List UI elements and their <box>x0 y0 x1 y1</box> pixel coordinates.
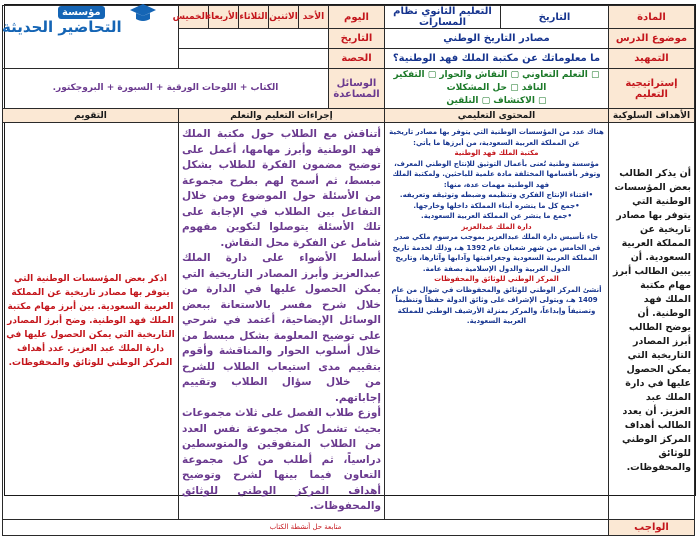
content-text <box>388 127 605 327</box>
content-intro: هناك عدد من المؤسسات الوطنية التي يتوفر بها مصادر تاريخية عن المملكة العربية السعودية، من أبرزها ما يأتي: <box>389 128 604 147</box>
procedure-3: أوزع طلاب الفصل على ثلاث مجموعات بحيث تشمل كل مجموعة نفس العدد من الطلاب المتفوقين والمتوسطين دراسياً، ثم أطلب من كل مجموعة التعاون فيما بينها لشرح وتوضيح أهداف المركز الوطني للوثائق والمحفوظات. <box>181 407 381 512</box>
column-content: المحتوى التعليمي <box>384 109 608 123</box>
procedures-cell <box>178 123 384 520</box>
intro-label: التمهيد <box>609 49 695 69</box>
content-cell <box>384 123 608 520</box>
content-paragraph-3: أنشئ المركز الوطني للوثائق والمحفوظات في شوال من عام 1409 هـ، ويتولى الإشراف على وثائق الدولة حفظاً وتنظيماً وتصنيفاً وإبداعاً، والمركز بمنزلة الأرشيف الوطني للمملكة العربية السعودية. <box>391 285 602 325</box>
column-objectives: الأهداف السلوكية <box>609 109 695 123</box>
period-label: الحصة <box>328 49 384 69</box>
subject-label: المادة <box>609 6 695 29</box>
day-sunday: الأحد <box>298 6 328 29</box>
objectives-cell <box>609 123 695 520</box>
intro-value: ما معلوماتك عن مكتبة الملك فهد الوطنية؟ <box>384 49 608 69</box>
content-paragraph-1: مؤسسة وطنية تُعنى بأعمال التوثيق للإنتاج الوطني المعرف، وتوفر بأقسامها المختلفة مادة علمية للباحثين. ولمكتبة الملك فهد الوطنية مهمات عدة، منها: <box>392 159 601 189</box>
content-bullet-2: •جمع كل ما ينشره أبناء المملكة داخلها وخارجها. <box>413 201 580 210</box>
strategy-line-1: ▢ التعلم التعاوني ▢ النقاش والحوار ▢ التفكير الناقد ▢ حل المشكلات <box>393 70 600 93</box>
strategy-label: إستراتيجية التعليم <box>609 69 695 109</box>
lesson-plan-page <box>4 4 696 533</box>
cap-icon <box>128 2 158 24</box>
evaluation-text: اذكر بعض المؤسسات الوطنية التي يتوفر بها مصادر تاريخية عن المملكة العربية السعودية. بين أبرز مهام مكتبة الملك فهد الوطنية. وضح أبرز المصادر التاريخية التي يمكن الحصول عليها في دارة الملك عبد العزيز. عدد أهداف المركز الوطني للوثائق والمحفوظات. <box>6 273 175 368</box>
day-thursday: الخميس <box>178 6 208 29</box>
lesson-label: موضوع الدرس <box>609 29 695 49</box>
day-monday: الاثنين <box>268 6 298 29</box>
tools-label: الوسائل المساعدة <box>328 69 384 109</box>
watermark-top-text: مؤسسة <box>58 6 105 19</box>
content-bullet-1: •اقتناء الإنتاج الفكري وتنظيمه وضبطه وتوثيقه وتعريفه. <box>399 191 594 199</box>
procedure-1: أتناقش مع الطلاب حول مكتبة الملك فهد الوطنية وأبرز مهامها، أعمل على توضيح مضمون الفكرة للطلاب بشكل مبسط، ثم أسمح لهم بطرح مجموعة من الأسئلة حول الموضوع ومن خلال التفاعل بين الطلاب في الإجابة على تلك الأسئلة يتوصلوا لتكوين مفهوم شامل عن الفكرة محل النقاش. <box>181 128 381 249</box>
date-label: التاريخ <box>328 29 384 49</box>
subject-value: التاريخ <box>501 6 609 29</box>
day-label: اليوم <box>328 6 384 29</box>
watermark-main-text: التحاضير الحديثة <box>2 18 122 36</box>
system-value: التعليم الثانوي نظام المسارات <box>384 6 500 29</box>
homework-label: الواجب <box>609 519 695 535</box>
strategy-line-2: ▢ الاكتشاف ▢ التلقين <box>446 96 547 106</box>
objectives-text: أن يذكر الطالب بعض المؤسسات الوطنية التي يتوفر بها مصادر تاريخية عن المملكة العربية السعودية. أن يبين الطالب أبرز مهام مكتبة الملك فهد الوطنية. أن يوضح الطالب أبرز المصادر التاريخية التي يمكن الحصول عليها في دارة الملك عبد العزيز. أن يعدد الطالب أهداف المركز الوطني للوثائق والمحفوظات. <box>613 167 691 473</box>
content-bullet-3: •جمع ما ينشر عن المملكة العربية السعودية. <box>421 212 572 220</box>
day-wednesday: الأربعاء <box>208 6 238 29</box>
lesson-plan-table <box>2 5 695 536</box>
date-value <box>178 29 328 49</box>
homework-value: متابعة حل أنشطة الكتاب <box>2 519 608 535</box>
strategy-options <box>384 69 608 109</box>
evaluation-cell <box>2 123 178 520</box>
period-value <box>178 49 328 69</box>
content-heading-1: مكتبة الملك فهد الوطنية <box>454 149 539 157</box>
procedures-text <box>182 127 381 515</box>
watermark-logo <box>0 0 160 40</box>
lesson-value: مصادر التاريخ الوطني <box>384 29 608 49</box>
content-heading-3: المركز الوطني للوثائق والمحفوظات <box>434 275 559 283</box>
tools-value: الكتاب + اللوحات الورقية + السبورة + البروجكتور. <box>2 69 328 109</box>
procedure-2: أسلط الأضواء على دارة الملك عبدالعزيز وأبرز المصادر التاريخية التي يمكن الحصول عليها في الدارة من خلال شرح مفسر بالاستعانة ببعض الوسائل الإيضاحية، أعتمد في شرحي على توضيح المعلومة بشكل مبسط من خلال أسلوب الحوار والمناقشة وأقوم بتقييم مدى استيعاب الطلاب للشرح من خلال سؤال الطلاب وتقييم إجاباتهم. <box>181 252 381 404</box>
content-paragraph-2: جاء تأسيس دارة الملك عبدالعزيز بموجب مرسوم ملكي صدر في الخامس من شهر شعبان عام 1392 هـ، وذلك لخدمة تاريخ المملكة العربية السعودية وجغرافيتها وآدابها وآثارها، وتاريخ الدول العربية والدول الإسلامية بصفة عامة. <box>392 233 601 273</box>
day-tuesday: الثلاثاء <box>238 6 268 29</box>
column-procedures: إجراءات التعليم والتعلم <box>178 109 384 123</box>
column-evaluation: التقويم <box>2 109 178 123</box>
content-heading-2: دارة الملك عبدالعزيز <box>461 222 532 231</box>
